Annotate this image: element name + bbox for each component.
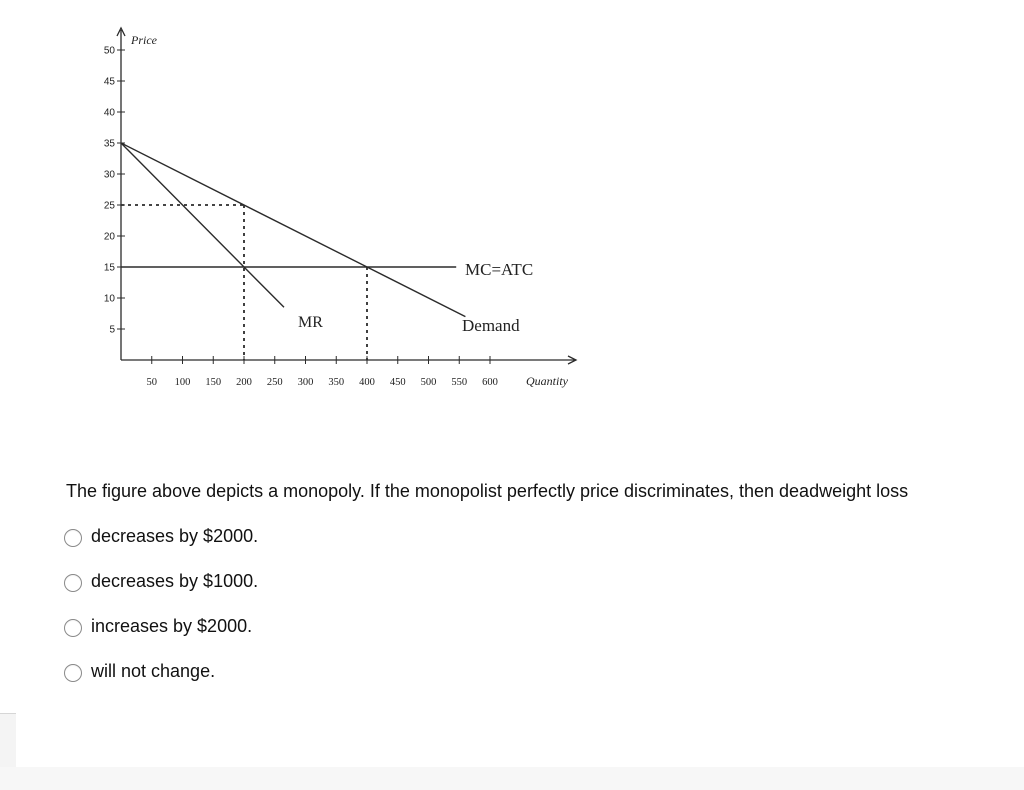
demand-curve	[121, 143, 465, 317]
y-tick-label: 15	[103, 262, 115, 274]
x-axis-ticks	[147, 356, 498, 388]
demand-label: Demand	[462, 316, 520, 335]
answer-option-label: decreases by $1000.	[91, 571, 259, 591]
answer-option-2[interactable]	[64, 569, 258, 614]
y-tick-label: 45	[103, 76, 115, 88]
question-text: The figure above depicts a monopoly. If the monopolist perfectly price discriminates, then deadweight loss	[66, 481, 909, 501]
x-tick-label: 100	[174, 377, 191, 388]
x-tick-label: 200	[236, 377, 252, 388]
x-tick-label: 350	[328, 377, 345, 388]
radio-button[interactable]	[64, 619, 82, 637]
chart-axes	[117, 28, 576, 364]
x-tick-label: 250	[266, 377, 283, 388]
x-tick-label: 600	[482, 377, 498, 388]
answer-option-3[interactable]	[64, 614, 258, 659]
x-axis-label: Quantity	[526, 374, 568, 388]
answer-option-label: increases by $2000.	[91, 616, 253, 636]
mc-atc-label: MC=ATC	[465, 260, 534, 279]
y-tick-label: 35	[103, 138, 115, 150]
x-tick-label: 300	[297, 377, 314, 388]
y-axis-ticks	[104, 46, 125, 336]
answer-options	[64, 524, 258, 704]
chart-curves	[121, 143, 465, 317]
y-tick-label: 25	[103, 200, 115, 212]
y-tick-label: 50	[103, 45, 115, 57]
y-tick-label: 20	[103, 231, 115, 243]
bottom-bar	[0, 767, 1024, 790]
radio-button[interactable]	[64, 574, 82, 592]
radio-button[interactable]	[64, 664, 82, 682]
radio-button[interactable]	[64, 529, 82, 547]
mr-label: MR	[298, 314, 323, 331]
x-tick-label: 500	[420, 377, 437, 388]
x-tick-label: 550	[451, 377, 468, 388]
y-tick-label: 5	[109, 324, 115, 336]
answer-option-label: decreases by $2000.	[91, 526, 259, 546]
x-tick-label: 400	[359, 377, 375, 388]
y-tick-label: 10	[103, 293, 115, 305]
left-edge-panel	[0, 713, 16, 768]
dashed-guides	[121, 205, 367, 360]
x-tick-label: 50	[146, 377, 157, 388]
answer-option-1[interactable]	[64, 524, 258, 569]
answer-option-4[interactable]	[64, 659, 258, 704]
y-tick-label: 30	[103, 169, 115, 181]
y-axis-label: Price	[131, 33, 157, 47]
x-tick-label: 150	[205, 377, 222, 388]
y-tick-label: 40	[103, 107, 115, 119]
mr-curve	[121, 143, 284, 307]
x-tick-label: 450	[389, 377, 406, 388]
answer-option-label: will not change.	[91, 661, 216, 681]
